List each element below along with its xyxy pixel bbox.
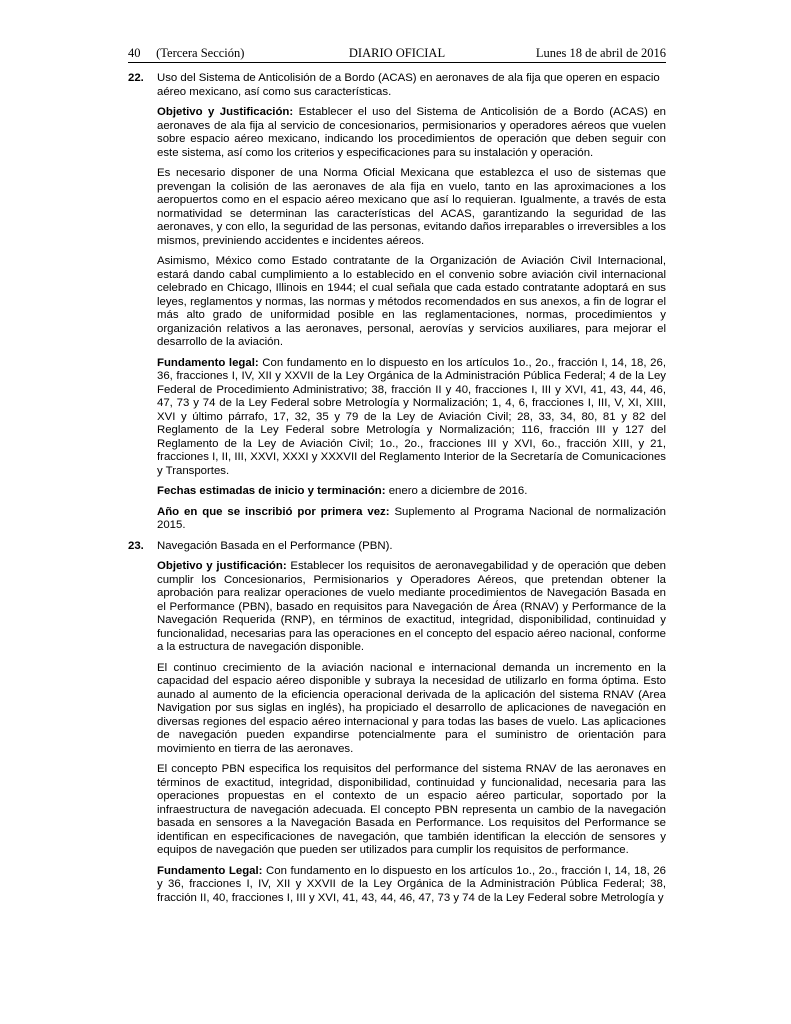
item-title: Navegación Basada en el Performance (PBN). [157, 539, 393, 552]
legal-basis-text: Con fundamento en lo dispuesto en los artículos 1o., 2o., fracción I, 14, 18, 26, 36, fracciones I, IV, XII y XXVII de la Ley Orgánica de la Administración Pública Federal; 4 de la Ley Federal de Procedimiento Administrativo; 38, fracción II y 40, fracciones I, III y XVI, 41, 43, 44, 46, 47, 73 y 74 de la Ley Federal sobre Metrología y Normalización; 1, 4, 6, fracciones I, III, V, XI, XIII, XVI y último párrafo, 17, 32, 35 y 79 de la Ley de Aviación Civil; 28, 33, 34, 80, 81 y 82 del Reglamento de la Ley Federal sobre Metrología y Normalización; 116, fracción III y 127 del Reglamento de la Ley de Aviación Civil; 1o., 2o., fracciones III y XVI, 6o., fracción XIII, y 21, fracciones I, II, III, XXVI, XXXI y XXXVII del Reglamento Interior de la Secretaría de Comunicaciones y Transportes. [157, 356, 666, 477]
header-date: Lunes 18 de abril de 2016 [535, 46, 666, 60]
objective-text: Establecer los requisitos de aeronavegabilidad y de operación que deben cumplir los Concesionarios, Permisionarios y Operadores Aéreos, que pretendan obtener la aprobación para realizar operaciones de vuelo mediante procedimientos de Navegación Basada en el Performance (PBN), basado en requisitos para Navegación de Área (RNAV) y Performance de la Navegación Requerida (RNP), en términos de exactitud, integridad, disponibilidad, continuidad y funcionalidad, necesarias para las operaciones en el concepto del espacio aéreo nacional, conforme a la estructura de navegación disponible. [157, 560, 666, 653]
item-title: Uso del Sistema de Anticolisión de a Bordo (ACAS) en aeronaves de ala fija que operen en espacio aéreo mexicano, así como sus características. [157, 72, 660, 98]
list-item-23 [128, 540, 666, 906]
legal-basis-paragraph [157, 357, 666, 479]
year-text: Suplemento al Programa Nacional de normalización 2015. [157, 505, 666, 531]
objective-paragraph [157, 560, 666, 655]
objective-paragraph [157, 106, 666, 160]
list-item-22 [128, 72, 666, 533]
legal-basis-paragraph [157, 865, 666, 906]
item-number: 22. [128, 72, 144, 84]
header-publication-title: DIARIO OFICIAL [348, 46, 446, 60]
legal-basis-text: Con fundamento en lo dispuesto en los artículos 1o., 2o., fracción I, 14, 18, 26 y 36, fracciones I, IV, XII y XXVII de la Ley Orgánica de la Administración Pública Federal; 38, fracción II, 40, fracciones I, III y XVI, 41, 43, 44, 46, 47, 73 y 74 de la Ley Federal sobre Metrología y [157, 864, 667, 904]
header-rule [128, 62, 666, 63]
body-paragraph: El continuo crecimiento de la aviación nacional e internacional demanda un incremento en la capacidad del espacio aéreo disponible y subraya la necesidad de utilizarlo en forma óptima. Esto aunado al aumento de la eficiencia operacional derivada de la aplicación del sistema RNAV (Area Navigation por sus siglas en inglés), ha propiciado el desarrollo de aplicaciones de navegación en diversas regiones del espacio aéreo internacional y para todas las bases de vuelo. Las aplicaciones de navegación pueden expandirse potencialmente para el suministro de orientación para movimiento en tierra de las aeronaves. [157, 661, 666, 755]
page-header [128, 44, 666, 62]
document-body [128, 72, 666, 912]
objective-label: Objetivo y Justificación: [157, 106, 294, 118]
legal-basis-label: Fundamento Legal: [157, 864, 263, 877]
body-paragraph: Es necesario disponer de una Norma Oficial Mexicana que establezca el uso de sistemas que prevengan la colisión de las aeronaves de ala fija en vuelo, tanto en las aproximaciones a los aeropuertos como en el espacio aéreo mexicano que así lo requieran. Igualmente, a través de esta normatividad se determinan las características del ACAS, garantizando la seguridad de las aeronaves, y con ello, la seguridad de las personas, evitando daños irreparables o irreversibles a los mismos, previniendo accidentes e incidentes aéreos. [157, 167, 666, 247]
dates-label: Fechas estimadas de inicio y terminación: [157, 485, 386, 497]
body-paragraph: El concepto PBN especifica los requisitos del performance del sistema RNAV de las aeronaves en términos de exactitud, integridad, disponibilidad, continuidad y funcionalidad, necesaria para las operaciones propuestas en el contexto de un espacio aéreo particular, soportado por la infraestructura de navegación adecuada. El concepto PBN representa un cambio de la navegación basada en sensores a la Navegación Basada en Performance. Los requisitos del Performance se identifican en especificaciones de navegación, que también identifican la elección de sensores y equipos de navegación que pueden ser utilizados para cumplir los requisitos de performance. [157, 763, 666, 856]
year-paragraph [157, 506, 666, 533]
dates-text: enero a diciembre de 2016. [385, 485, 528, 497]
body-paragraph: Asimismo, México como Estado contratante de la Organización de Aviación Civil Internacional, estará dando cabal cumplimiento a lo establecido en el convenio sobre aviación civil internacional celebrado en Chicago, Illinois en 1944; el cual señala que cada estado contratante adoptará en sus leyes, reglamentos y normas, las normas y métodos recomendados en sus anexos, a fin de lograr el más alto grado de uniformidad posible en las reglamentaciones, normas, procedimientos y organización relativos a las aeronaves, personal, aerovías y servicios auxiliares, para mejorar el desarrollo de la aviación. [157, 255, 666, 348]
year-label: Año en que se inscribió por primera vez: [157, 505, 390, 518]
dates-paragraph [157, 485, 666, 499]
objective-label: Objetivo y justificación: [157, 560, 287, 572]
header-page-section: 40 (Tercera Sección) [128, 46, 245, 60]
legal-basis-label: Fundamento legal: [157, 356, 259, 369]
item-number: 23. [128, 539, 144, 552]
objective-text: Establecer el uso del Sistema de Anticolisión de a Bordo (ACAS) en aeronaves de ala fija al servicio de concesionarios, permisionarios y operadores aéreos que vuelen sobre espacio aéreo mexicano, indicando los procedimientos de operación que deben seguir con este sistema, así como los criterios y especificaciones para su instalación y operación. [157, 106, 667, 159]
